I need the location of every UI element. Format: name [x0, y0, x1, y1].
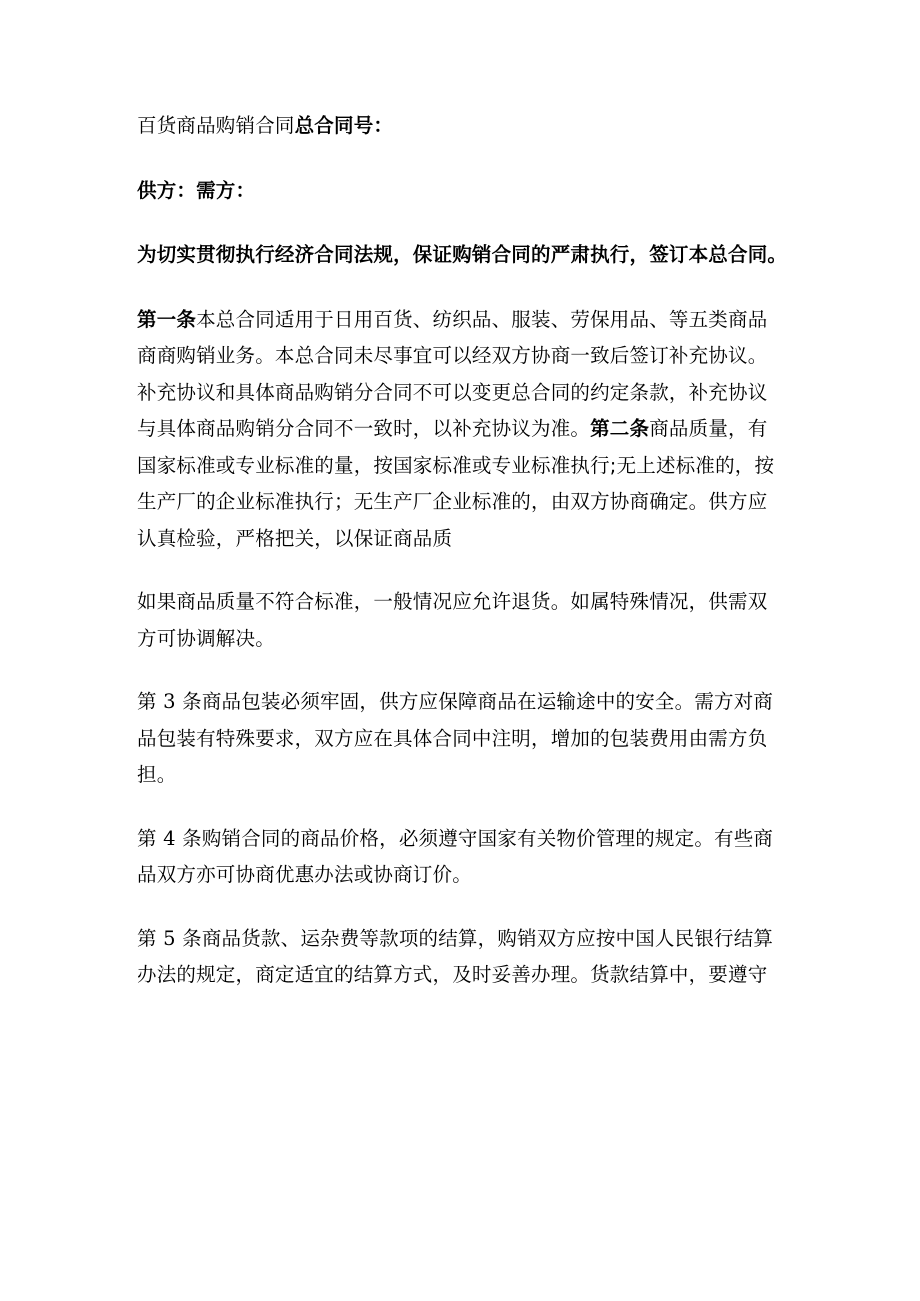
text-line: 方可协调解决。 — [137, 626, 275, 650]
text-line: 国家标准或专业标准的量，按国家标准或专业标准执行;无上述标准的，按 — [137, 453, 775, 477]
text-line: 认真检验，严格把关，以保证商品质 — [137, 526, 453, 550]
quality-continuation — [137, 584, 797, 657]
text-line — [137, 684, 797, 721]
text-line — [137, 302, 797, 339]
text-line — [137, 921, 797, 958]
text-line: 品双方亦可协商优惠办法或协商订价。 — [137, 863, 472, 886]
article-4 — [137, 821, 797, 894]
article-1-label: 第一条 — [137, 307, 197, 331]
text-line: 办法的规定，商定适宜的结算方式，及时妥善办理。货款结算中，要遵守 — [137, 963, 768, 986]
preamble: 为切实贯彻执行经济合同法规，保证购销合同的严肃执行，签订本总合同。 — [137, 243, 788, 266]
article-5-text: 条商品货款、运杂费等款项的结算，购销双方应按中国人民银行结算 — [182, 926, 774, 950]
article-5-number: 5 — [163, 926, 176, 950]
article-5 — [137, 921, 797, 994]
text-line: 如果商品质量不符合标准，一般情况应允许退货。如属特殊情况，供需双 — [137, 590, 768, 613]
text-line: 品包装有特殊要求，双方应在具体合同中注明，增加的包装费用由需方负 — [137, 726, 768, 750]
article-4-number: 4 — [163, 826, 176, 850]
text-line: 生产厂的企业标准执行；无生产厂企业标准的，由双方协商确定。供方应 — [137, 490, 768, 513]
article-2-text: 商品质量，有 — [649, 417, 768, 440]
article-2-label: 第二条 — [590, 417, 650, 440]
article-4-prefix: 第 — [137, 826, 157, 850]
parties-line: 供方：需方： — [137, 178, 256, 202]
article-3 — [137, 684, 797, 794]
text-line — [137, 411, 797, 448]
document-page — [137, 108, 797, 994]
article-3-prefix: 第 — [137, 690, 157, 713]
text-line: 补充协议和具体商品购销分合同不可以变更总合同的约定条款，补充协议 — [137, 380, 768, 404]
text-line — [137, 821, 797, 858]
contract-title — [137, 108, 797, 145]
article-3-text: 条商品包装必须牢固，供方应保障商品在运输途中的安全。需方对商 — [182, 690, 774, 713]
text-line: 担。 — [137, 763, 177, 786]
title-text: 百货商品购销合同 — [137, 114, 295, 137]
contract-number-label: 总合同号： — [294, 114, 394, 137]
article-5-prefix: 第 — [137, 926, 157, 950]
article-1-2 — [137, 302, 797, 558]
article-1-text: 本总合同适用于日用百货、纺织品、服装、劳保用品、等五类商品 — [196, 307, 768, 331]
text-line: 商商购销业务。本总合同未尽事宜可以经双方协商一致后签订补充协议。 — [137, 344, 768, 367]
article-3-number: 3 — [163, 690, 176, 713]
article-1-text: 与具体商品购销分合同不一致时，以补充协议为准。 — [137, 417, 591, 440]
article-4-text: 条购销合同的商品价格，必须遵守国家有关物价管理的规定。有些商 — [182, 826, 774, 850]
